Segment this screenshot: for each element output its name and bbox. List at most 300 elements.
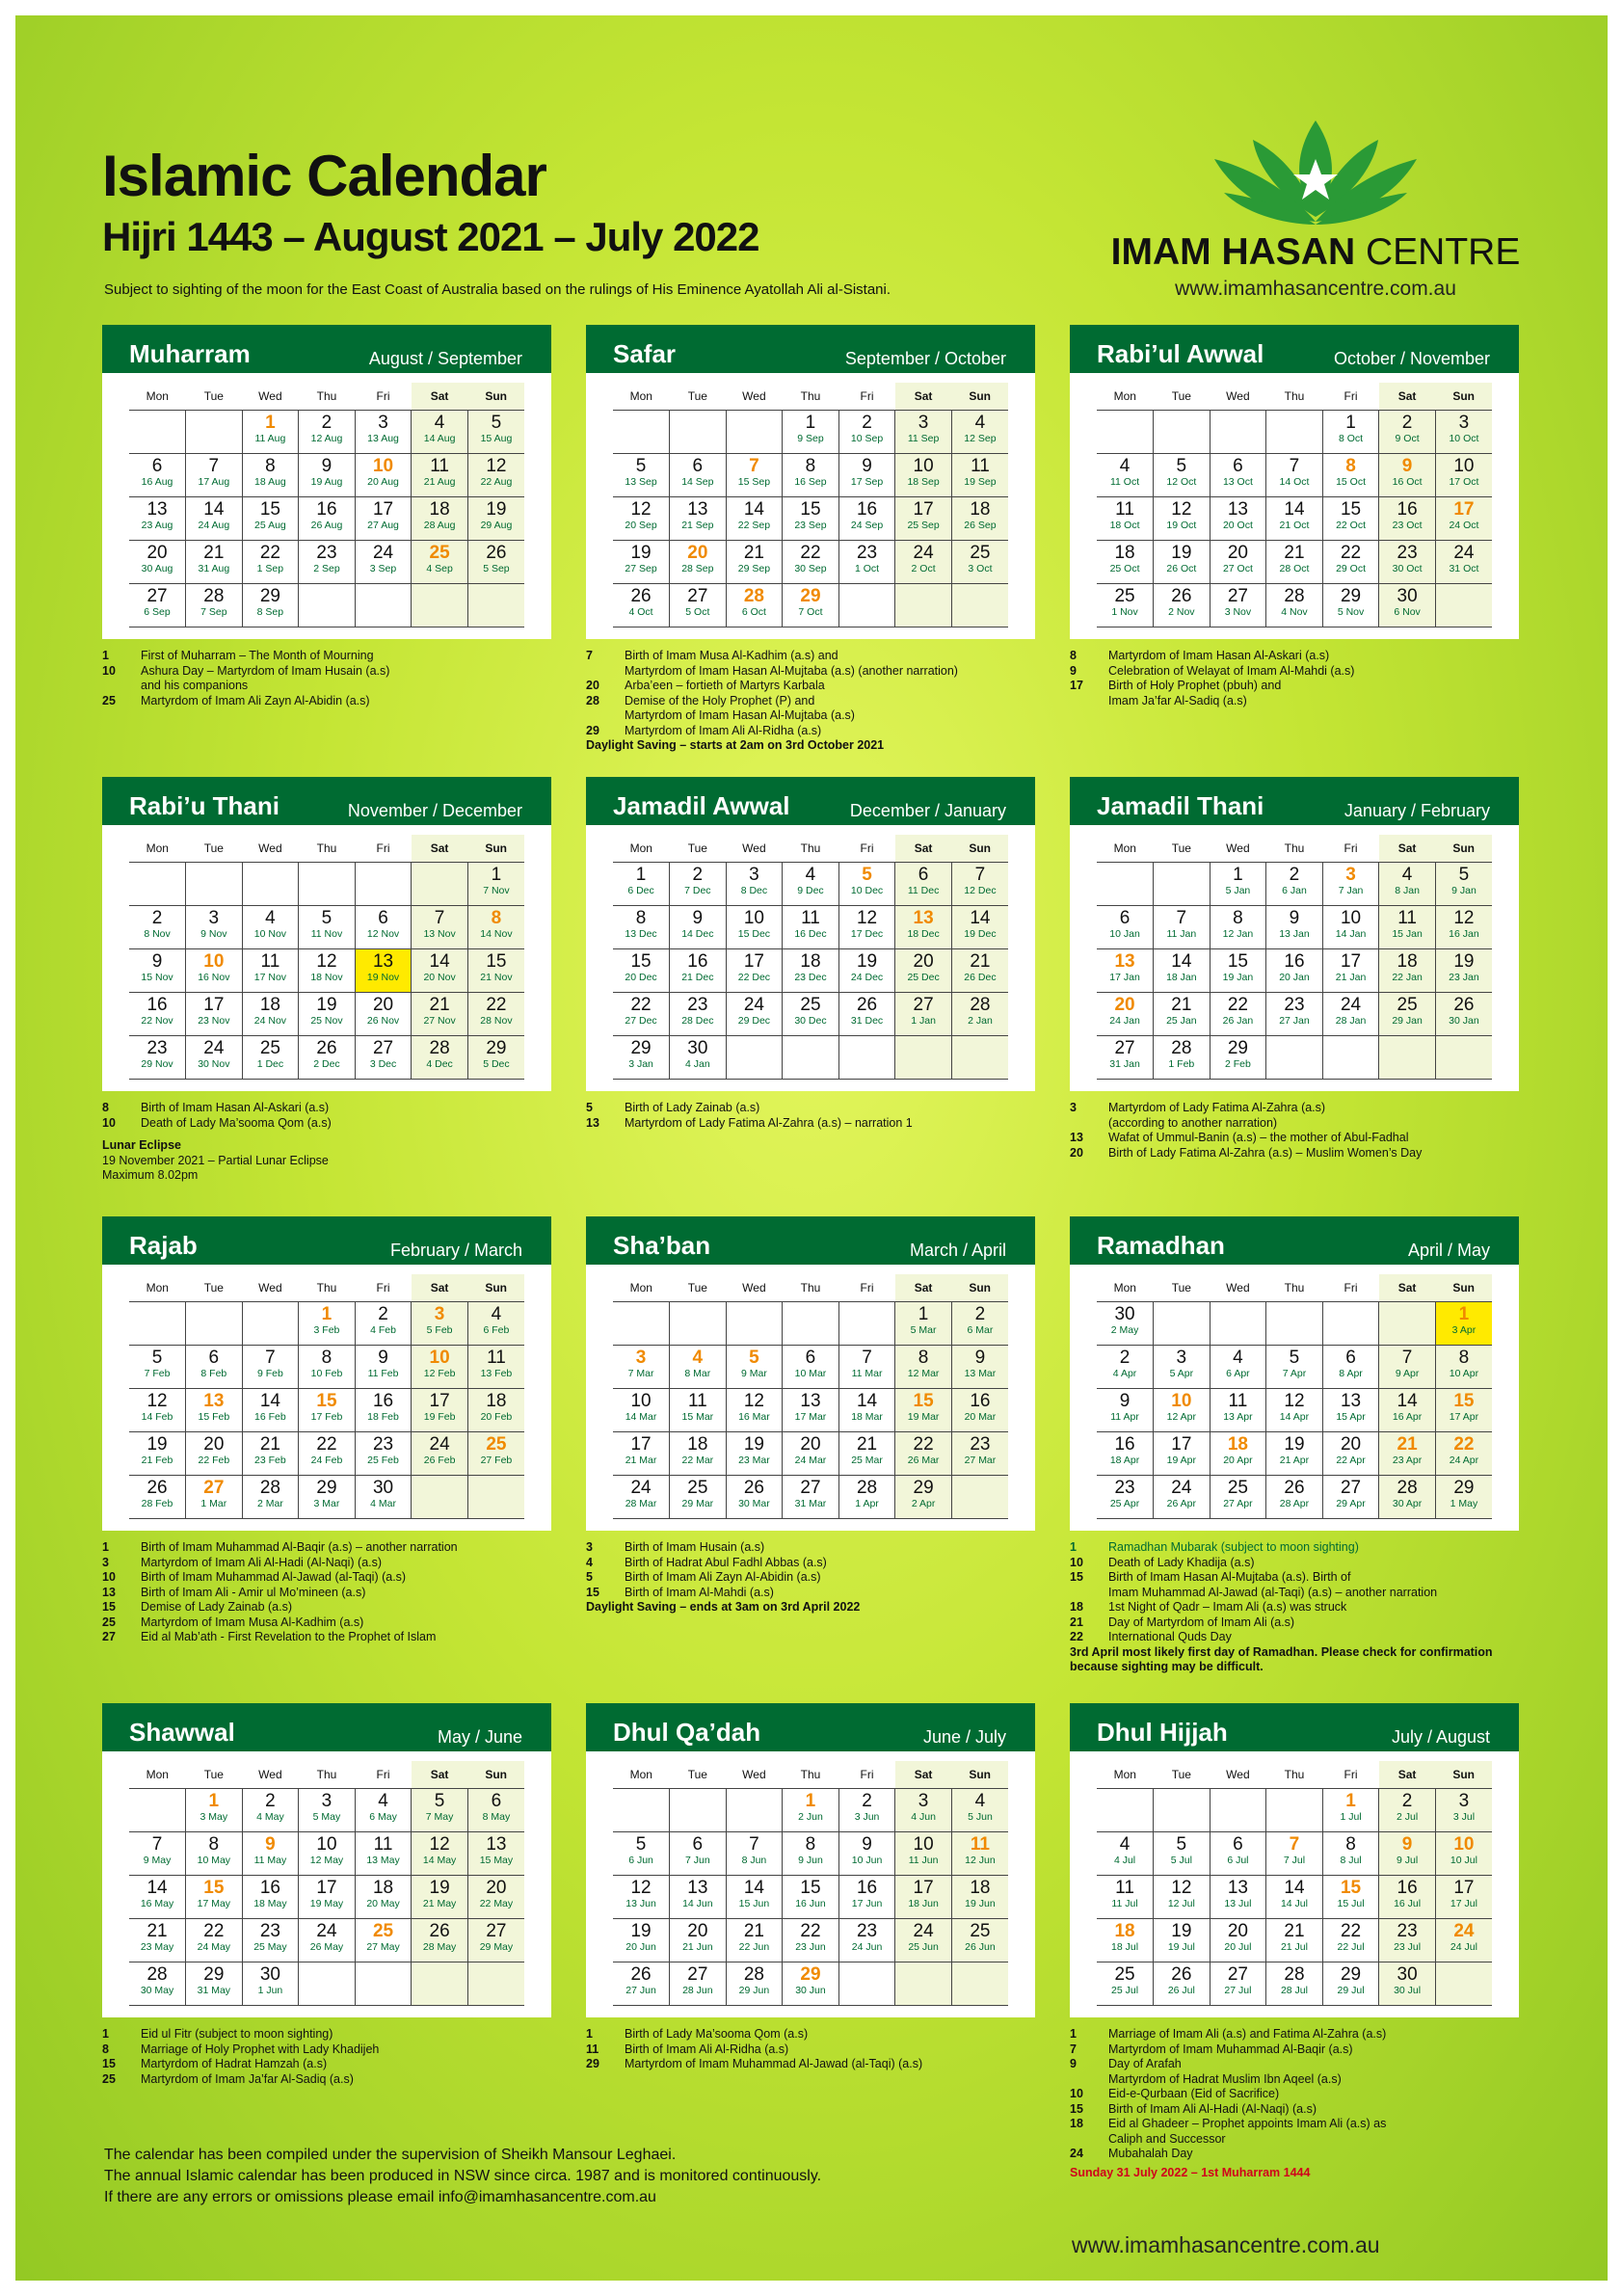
gregorian-date: 12 Sep [964,433,997,444]
event-day [1070,2132,1108,2148]
day-cell [1097,1919,1154,1962]
gregorian-date: 24 Feb [310,1455,343,1466]
day-cell [1435,1832,1492,1876]
weekday-header: Sun [1435,1761,1492,1789]
day-cell [1435,1346,1492,1389]
weekday-header: Mon [1097,383,1154,411]
day-cell [895,1389,952,1432]
day-cell [1435,411,1492,454]
day-cell [186,1832,243,1876]
gregorian-date: 17 Jan [1109,972,1140,983]
day-cell [613,1476,670,1519]
gregorian-date: 7 Feb [144,1368,171,1379]
hijri-day: 17 [429,1391,450,1411]
hijri-day: 13 [203,1391,225,1411]
gregorian-date: 11 Feb [367,1368,399,1379]
gregorian-date: 14 Apr [1279,1411,1310,1423]
empty-day-cell [129,411,186,454]
hijri-day: 3 [1345,865,1356,885]
event-item [1070,1556,1519,1571]
event-day [1070,1586,1108,1601]
day-cell [726,949,783,993]
event-item [102,664,551,680]
day-cell [299,1389,356,1432]
hijri-day: 21 [856,1434,878,1455]
gregorian-date: 5 May [312,1811,341,1823]
gregorian-date: 14 Oct [1279,476,1310,488]
hijri-day: 19 [630,543,652,563]
event-day: 1 [102,649,109,662]
weekday-header: Fri [838,383,895,411]
gregorian-date: 28 Apr [1279,1498,1310,1509]
weekday-header: Mon [129,835,186,863]
hijri-day: 13 [146,499,168,520]
week-row [613,1476,1008,1519]
hijri-day: 25 [800,995,821,1015]
event-item [102,1600,551,1615]
day-cell [1379,1789,1436,1832]
day-cell [783,1432,839,1476]
gregorian-date: 2 Nov [1168,606,1195,618]
hijri-day: 13 [687,499,708,520]
weekday-header: Thu [783,383,839,411]
month-grid-panel [1070,1265,1519,1531]
gregorian-date: 29 Jul [1337,1985,1365,1996]
event-day: 28 [586,693,599,707]
day-cell [412,1832,468,1876]
hijri-day: 22 [800,543,821,563]
event-text: 1st Night of Qadr – Imam Ali (a.s) was struck [1108,1600,1347,1614]
day-cell [412,949,468,993]
day-cell [951,497,1008,541]
event-item [102,1586,551,1601]
weekday-header: Sat [895,383,952,411]
hijri-day: 3 [321,1791,333,1811]
month-grid [129,1761,524,2006]
day-cell [895,1346,952,1389]
day-cell [1322,906,1379,949]
hijri-day: 9 [1401,456,1413,476]
month-grid-panel [586,373,1035,639]
hijri-day: 23 [146,1038,168,1058]
day-cell [242,1832,299,1876]
day-cell [467,1302,524,1346]
weekday-header: Sat [1379,1761,1436,1789]
day-cell [1210,1962,1266,2006]
day-cell [467,1832,524,1876]
day-cell [670,541,727,584]
hijri-day: 5 [635,456,647,476]
day-cell [467,1432,524,1476]
weekday-header: Fri [838,1761,895,1789]
week-row [1097,993,1492,1036]
day-cell [783,1789,839,1832]
hijri-day: 27 [687,586,708,606]
hijri-day: 7 [1176,908,1187,928]
event-day: 25 [102,2071,116,2086]
gregorian-date: 22 Feb [198,1455,230,1466]
event-text: Eid ul Fitr (subject to moon sighting) [141,2027,333,2041]
day-cell [838,1389,895,1432]
day-cell [895,1919,952,1962]
hijri-day: 24 [372,543,394,563]
weekday-header: Wed [242,1274,299,1302]
gregorian-date: 13 Jun [625,1898,656,1909]
day-cell [1322,993,1379,1036]
hijri-day: 1 [635,865,647,885]
day-cell [1210,863,1266,906]
gregorian-date: 29 Sep [737,563,771,574]
event-day [1070,2072,1108,2088]
hijri-day: 13 [1340,1391,1362,1411]
event-text: Martyrdom of Imam Ali Al-Hadi (Al-Naqi) (a.s) [141,1555,383,1569]
gregorian-date: 8 Nov [144,928,171,940]
day-cell [1210,1919,1266,1962]
weekday-header: Mon [613,1761,670,1789]
hijri-day: 27 [800,1478,821,1498]
hijri-day: 8 [805,1834,816,1855]
hijri-day: 16 [316,499,337,520]
empty-day-cell [895,1962,952,2006]
event-item [586,664,1035,680]
hijri-day: 22 [259,543,280,563]
event-item [586,708,1035,724]
hijri-day: 1 [1458,1304,1470,1324]
hijri-day: 15 [1453,1391,1475,1411]
gregorian-date: 25 Jan [1166,1015,1197,1027]
month-grid [613,383,1008,627]
gregorian-date: 21 May [422,1898,457,1909]
event-day: 24 [1070,2147,1083,2160]
day-cell [895,1789,952,1832]
gregorian-date: 10 Jan [1109,928,1140,940]
gregorian-date: 18 Apr [1109,1455,1140,1466]
day-cell [1210,993,1266,1036]
hijri-day: 20 [800,1434,821,1455]
day-cell [726,993,783,1036]
hijri-day: 25 [970,543,991,563]
hijri-day: 28 [146,1964,168,1985]
gregorian-date: 10 May [197,1855,231,1866]
gregorian-date: 15 Apr [1336,1411,1366,1423]
week-row [613,1876,1008,1919]
day-cell [613,454,670,497]
day-cell [1435,949,1492,993]
gregorian-date: 17 Apr [1449,1411,1479,1423]
gregorian-date: 16 Jun [795,1898,826,1909]
day-cell [1322,411,1379,454]
hijri-day: 6 [1233,456,1243,476]
gregorian-date: 13 Mar [964,1368,997,1379]
gregorian-date: 13 Apr [1223,1411,1253,1423]
gregorian-date: 10 Mar [794,1368,827,1379]
day-cell [1266,1962,1323,2006]
day-cell [467,454,524,497]
gregorian-date: 16 Nov [198,972,230,983]
hijri-day: 13 [486,1834,507,1855]
weekday-header: Sun [467,1761,524,1789]
week-row [613,1302,1008,1346]
day-cell [412,541,468,584]
weekday-header: Tue [1154,1274,1211,1302]
gregorian-date: 26 Sep [964,520,997,531]
gregorian-date: 26 Jul [1167,1985,1195,1996]
hijri-day: 28 [1284,1964,1305,1985]
day-cell [895,541,952,584]
hijri-day: 23 [687,995,708,1015]
gregorian-date: 6 Jul [1227,1855,1249,1866]
gregorian-date: 2 Apr [911,1498,936,1509]
hijri-day: 3 [635,1348,647,1368]
day-cell [242,497,299,541]
empty-day-cell [670,1789,727,1832]
day-cell [412,454,468,497]
hijri-day: 2 [862,413,872,433]
event-text: Martyrdom of Imam Muhammad Al-Jawad (al-Taqi) (a.s) [625,2057,923,2070]
event-item [1070,664,1519,680]
gregorian-date: 9 Jan [1451,885,1477,896]
day-cell [951,949,1008,993]
hijri-day: 4 [974,413,986,433]
hijri-day: 20 [687,1921,708,1941]
gregorian-date: 11 Nov [310,928,343,940]
gregorian-date: 14 Feb [141,1411,173,1423]
event-text: First of Muharram – The Month of Mourning [141,649,374,662]
gregorian-date: 15 Jan [1392,928,1423,940]
event-day: 10 [1070,1555,1083,1569]
gregorian-date: 28 Nov [480,1015,513,1027]
day-cell [783,497,839,541]
hijri-day: 19 [856,951,878,972]
day-cell [670,1919,727,1962]
hijri-day: 17 [1171,1434,1192,1455]
month-grid-panel [586,825,1035,1091]
gregorian-date: 28 May [422,1941,457,1953]
weekday-header: Wed [726,1761,783,1789]
hijri-day: 11 [1115,1878,1134,1898]
month-events [102,1101,551,1184]
gregorian-date: 12 Nov [366,928,400,940]
event-item [1070,694,1519,709]
gregorian-date: 11 Oct [1109,476,1140,488]
event-text: Eid al Mab’ath - First Revelation to the Prophet of Islam [141,1630,437,1643]
event-day: 3 [102,1555,109,1569]
day-cell [355,1302,412,1346]
weekday-header: Wed [1210,1274,1266,1302]
day-cell [895,863,952,906]
empty-day-cell [129,1789,186,1832]
gregorian-date: 22 Jun [738,1941,770,1953]
hijri-day: 10 [1340,908,1362,928]
hijri-day: 16 [1114,1434,1135,1455]
gregorian-date: 3 Dec [369,1058,397,1070]
hijri-day: 21 [1171,995,1192,1015]
hijri-day: 8 [321,1348,333,1368]
event-item [586,679,1035,694]
gregorian-date: 23 Aug [141,520,173,531]
month-block [586,1703,1035,2072]
event-day: 8 [102,2042,109,2056]
hijri-day: 7 [1289,456,1300,476]
gregorian-date: 25 Jun [908,1941,939,1953]
gregorian-date: 19 Dec [964,928,997,940]
event-item [586,2057,1035,2072]
hijri-day: 26 [1171,586,1192,606]
gregorian-date: 6 Apr [1226,1368,1250,1379]
day-cell [186,1962,243,2006]
day-cell [467,863,524,906]
gregorian-months: March / April [909,1241,1006,1260]
hijri-day: 16 [1284,951,1305,972]
week-row [1097,906,1492,949]
hijri-day: 27 [372,1038,394,1058]
gregorian-date: 2 Dec [313,1058,340,1070]
weekday-header: Wed [1210,835,1266,863]
weekday-header: Mon [1097,1761,1154,1789]
day-cell [1322,584,1379,627]
hijri-day: 21 [743,543,764,563]
day-cell [1210,1432,1266,1476]
day-cell [242,541,299,584]
day-cell [1435,993,1492,1036]
weekday-header: Thu [1266,1274,1323,1302]
gregorian-date: 16 Aug [141,476,173,488]
gregorian-date: 27 Apr [1223,1498,1253,1509]
day-cell [1266,454,1323,497]
day-cell [1266,1919,1323,1962]
event-item [1070,2042,1519,2058]
gregorian-date: 11 Jun [908,1855,939,1866]
weekday-header: Tue [670,383,727,411]
hijri-day: 21 [146,1921,168,1941]
hijri-day: 26 [486,543,507,563]
hijri-day: 15 [1340,499,1362,520]
hijri-day: 1 [805,1791,816,1811]
week-row [613,541,1008,584]
hijri-day: 2 [1401,413,1413,433]
empty-day-cell [838,1962,895,2006]
day-cell [412,1389,468,1432]
hijri-day: 18 [259,995,280,1015]
gregorian-date: 12 Mar [907,1368,940,1379]
event-day [102,679,141,694]
day-cell [467,1789,524,1832]
event-day: 29 [586,2057,599,2070]
weekday-header: Fri [355,383,412,411]
gregorian-date: 19 Nov [366,972,400,983]
weekday-header: Wed [242,1761,299,1789]
day-cell [726,1919,783,1962]
gregorian-date: 29 Mar [681,1498,714,1509]
hijri-day: 8 [918,1348,929,1368]
gregorian-date: 25 Aug [254,520,286,531]
gregorian-date: 18 Jun [908,1898,939,1909]
event-day: 10 [102,663,116,678]
gregorian-date: 30 Sep [794,563,827,574]
hijri-day: 19 [1171,543,1192,563]
gregorian-date: 11 Apr [1110,1411,1139,1423]
day-cell [299,1346,356,1389]
hijri-day: 1 [208,1791,220,1811]
week-row [613,1432,1008,1476]
gregorian-date: 30 Jun [795,1985,826,1996]
gregorian-date: 14 Jan [1335,928,1367,940]
gregorian-date: 16 Jan [1449,928,1479,940]
month-grid [129,835,524,1080]
day-cell [355,454,412,497]
event-day: 29 [586,723,599,737]
gregorian-date: 27 Dec [625,1015,657,1027]
hijri-day: 17 [913,1878,934,1898]
hijri-day: 12 [1171,1878,1192,1898]
day-cell [355,1432,412,1476]
day-cell [1097,584,1154,627]
gregorian-date: 19 Jan [1222,972,1254,983]
day-cell [1379,863,1436,906]
gregorian-date: 26 Aug [310,520,343,531]
gregorian-date: 4 Mar [370,1498,396,1509]
event-item [102,694,551,709]
hijri-day: 18 [1114,1921,1135,1941]
month-events [586,649,1035,754]
day-cell [242,1876,299,1919]
gregorian-date: 28 Sep [681,563,714,574]
weekday-header: Sun [467,835,524,863]
month-header [586,1703,1035,1751]
gregorian-date: 20 Oct [1222,520,1253,531]
week-row [613,584,1008,627]
gregorian-date: 13 Jan [1279,928,1310,940]
day-cell [1097,541,1154,584]
day-cell [1435,541,1492,584]
day-cell [670,993,727,1036]
hijri-day: 11 [487,1348,506,1368]
day-cell [467,497,524,541]
event-item [1070,1146,1519,1161]
gregorian-months: September / October [844,349,1006,368]
gregorian-date: 27 Feb [480,1455,513,1466]
event-day: 20 [586,679,599,692]
gregorian-date: 3 Jun [854,1811,880,1823]
day-cell [1435,1876,1492,1919]
day-cell [1210,1036,1266,1080]
gregorian-date: 28 Jun [682,1985,713,1996]
day-cell [242,906,299,949]
empty-day-cell [726,1789,783,1832]
day-cell [467,1036,524,1080]
event-day: 22 [1070,1630,1083,1643]
day-cell [1154,993,1211,1036]
day-cell [726,584,783,627]
event-item [1070,1586,1519,1601]
hijri-day: 27 [687,1964,708,1985]
day-cell [355,949,412,993]
hijri-day: 28 [856,1478,878,1498]
hijri-day: 24 [1171,1478,1192,1498]
day-cell [412,1302,468,1346]
hijri-day: 7 [265,1348,276,1368]
day-cell [1097,454,1154,497]
hijri-day: 3 [434,1304,445,1324]
hijri-day: 26 [316,1038,337,1058]
weekday-header: Wed [726,383,783,411]
month-grid-panel [1070,1751,1519,2017]
hijri-day: 6 [1233,1834,1243,1855]
gregorian-date: 26 Nov [366,1015,400,1027]
hijri-day: 5 [1458,865,1470,885]
day-cell [1379,584,1436,627]
hijri-day: 14 [743,499,764,520]
